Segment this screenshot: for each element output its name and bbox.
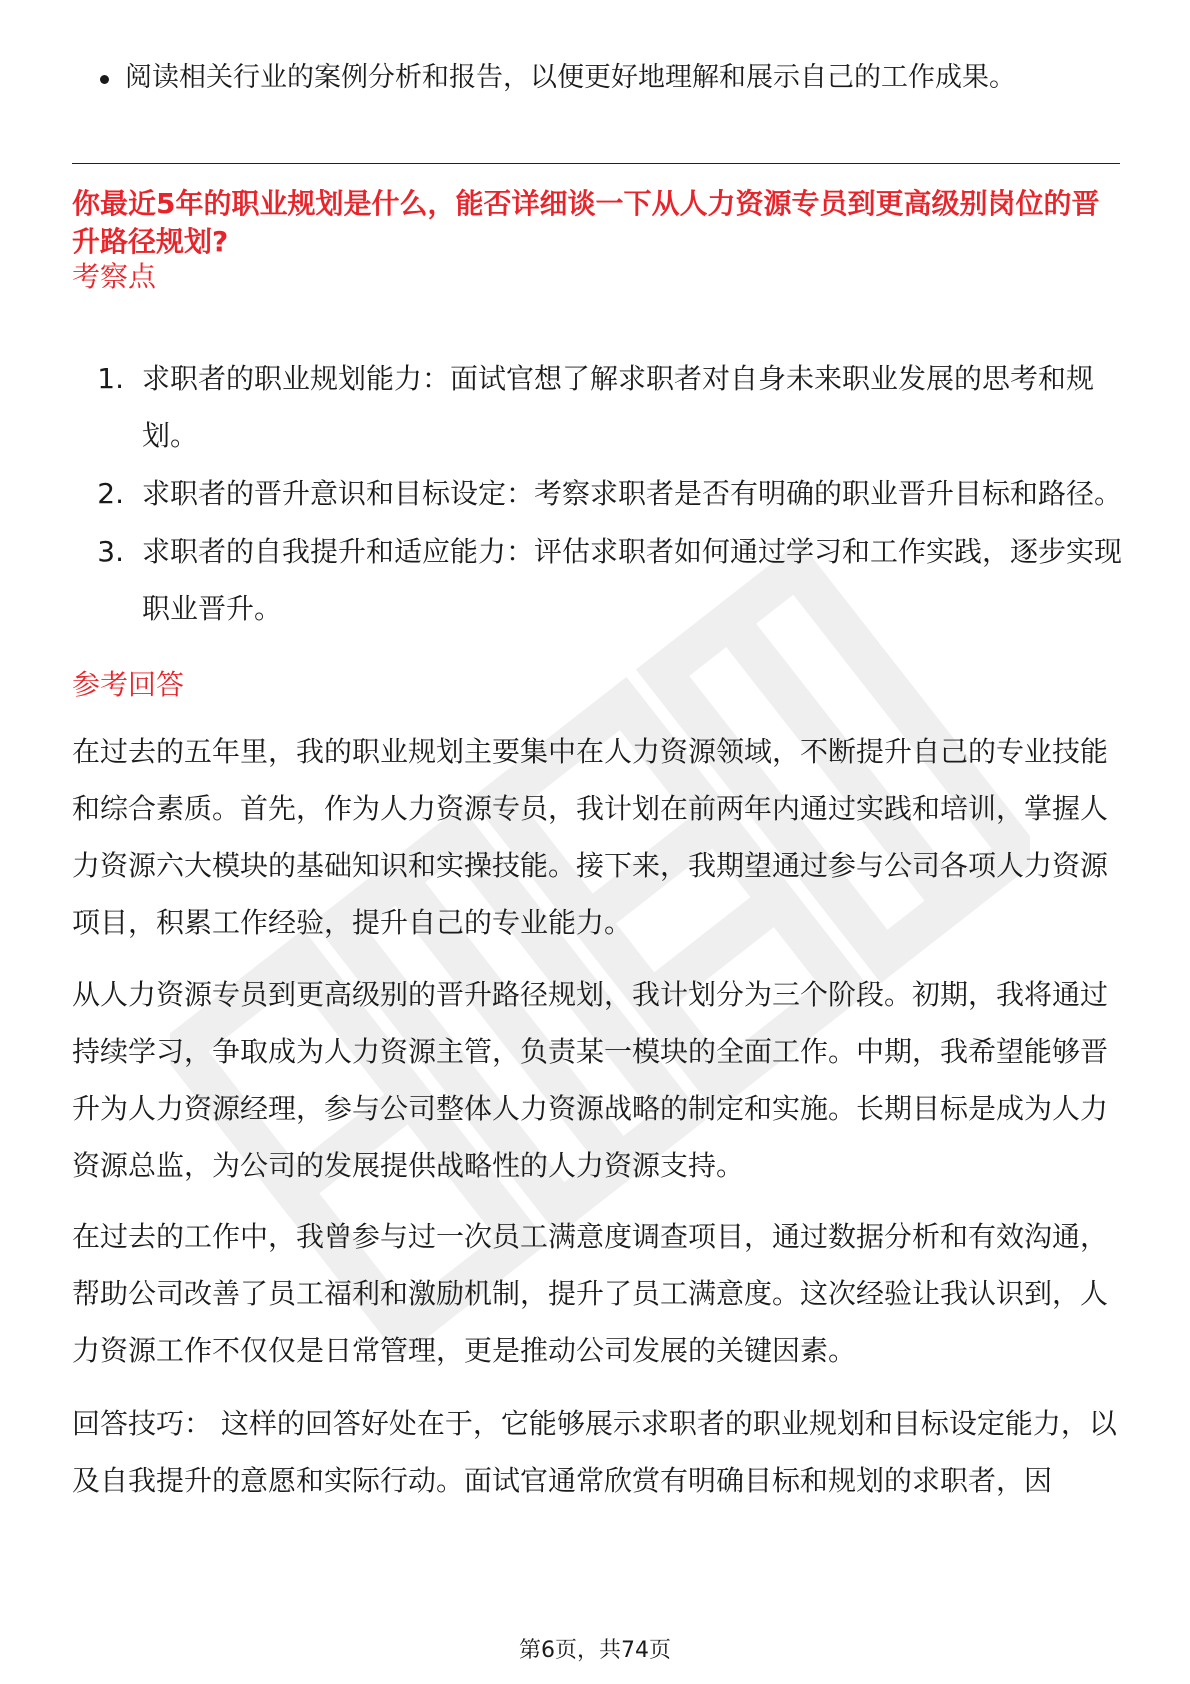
key-points-heading: 考察点	[72, 260, 157, 293]
list-item-number: 2.	[97, 477, 124, 510]
page-number: 第6页，共74页	[519, 1638, 671, 1663]
answer-paragraph: 从人力资源专员到更高级别的晋升路径规划，我计划分为三个阶段。初期，我将通过持续学习，争取成为人力资源主管，负责某一模块的全面工作。中期，我希望能够晋升为人力资源经理，参与公司整体人力资源战略的制定和实施。长期目标是成为人力资源总监，为公司的发展提供战略性的人力资源支持。	[72, 978, 1109, 1182]
list-item-number: 3.	[97, 535, 124, 568]
key-points-list	[72, 350, 1122, 638]
answer-heading: 参考回答	[72, 668, 185, 701]
list-item-number: 1.	[97, 362, 124, 395]
bullet-list-item	[100, 58, 1110, 98]
list-item	[72, 523, 1122, 637]
answer-paragraph: 在过去的工作中，我曾参与过一次员工满意度调查项目，通过数据分析和有效沟通，帮助公司改善了员工福利和激励机制，提升了员工满意度。这次经验让我认识到，人力资源工作不仅仅是日常管理，更是推动公司发展的关键因素。	[72, 1220, 1109, 1367]
list-item-text: 求职者的自我提升和适应能力：评估求职者如何通过学习和工作实践，逐步实现职业晋升。	[142, 535, 1123, 625]
list-item	[72, 350, 1122, 464]
section-divider	[72, 163, 1120, 164]
interview-question: 你最近5年的职业规划是什么，能否详细谈一下从人力资源专员到更高级别岗位的晋升路径规划?	[72, 187, 1100, 258]
answer-paragraph: 在过去的五年里，我的职业规划主要集中在人力资源领域，不断提升自己的专业技能和综合素质。首先，作为人力资源专员，我计划在前两年内通过实践和培训，掌握人力资源六大模块的基础知识和实操技能。接下来，我期望通过参与公司各项人力资源项目，积累工作经验，提升自己的专业能力。	[72, 735, 1109, 939]
list-item-text: 求职者的职业规划能力：面试官想了解求职者对自身未来职业发展的思考和规划。	[142, 362, 1095, 452]
list-item	[72, 465, 1122, 522]
answer-tips-paragraph: 回答技巧： 这样的回答好处在于，它能够展示求职者的职业规划和目标设定能力，以及自我提升的意愿和实际行动。面试官通常欣赏有明确目标和规划的求职者，因	[72, 1407, 1117, 1497]
list-item-text: 求职者的晋升意识和目标设定：考察求职者是否有明确的职业晋升目标和路径。	[142, 477, 1123, 510]
bullet-icon	[100, 75, 109, 84]
bullet-text: 阅读相关行业的案例分析和报告，以便更好地理解和展示自己的工作成果。	[125, 62, 1016, 93]
